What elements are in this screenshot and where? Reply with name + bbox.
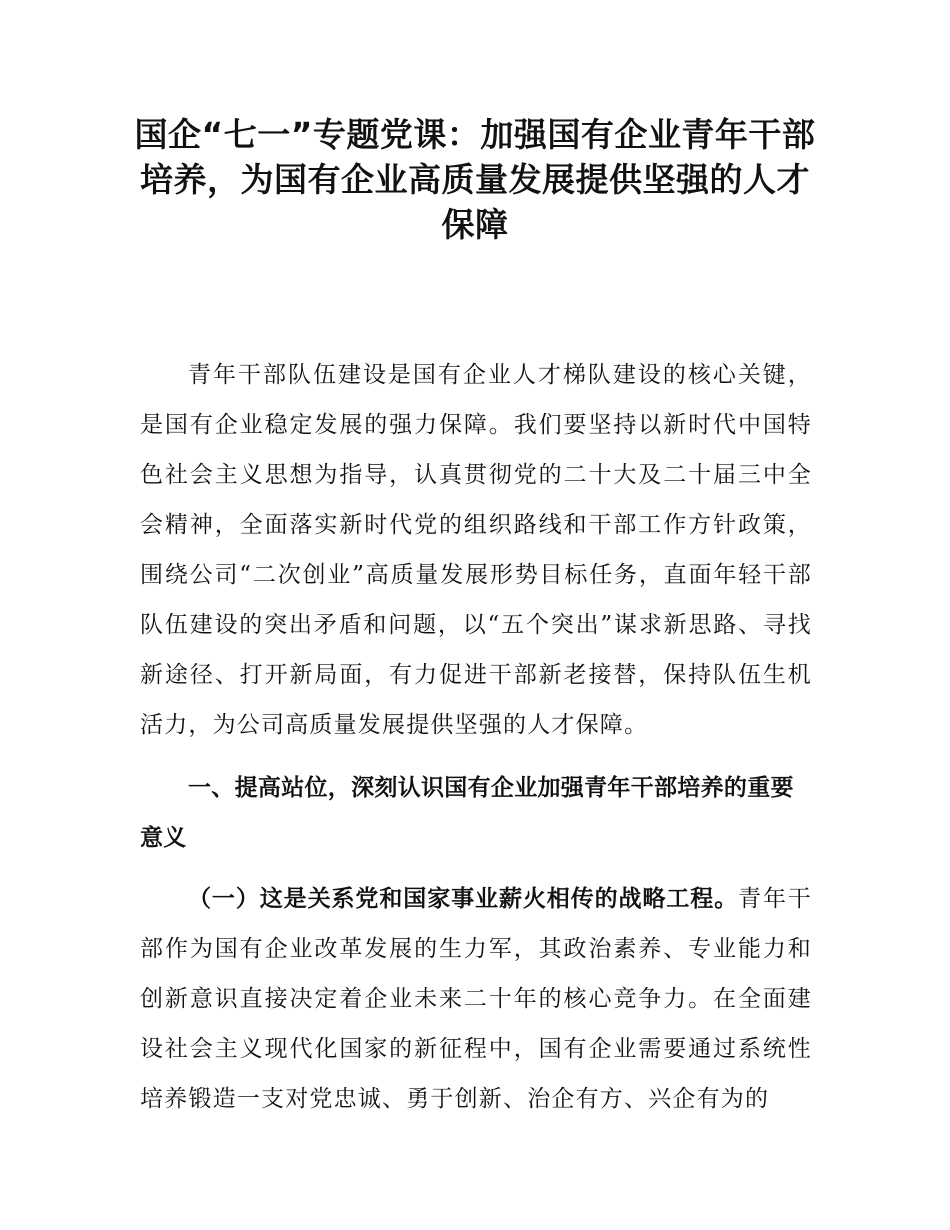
subsection-lead-1: （一）这是关系党和国家事业薪火相传的战略工程。 bbox=[188, 886, 739, 912]
document-title: 国企“七一”专题党课：加强国有企业青年干部培养，为国有企业高质量发展提供坚强的人才保障 bbox=[134, 115, 816, 244]
subsection-paragraph-1 bbox=[140, 874, 812, 1124]
section-heading-1: 一、提高站位，深刻认识国有企业加强青年干部培养的重要意义 bbox=[140, 775, 794, 851]
intro-paragraph: 青年干部队伍建设是国有企业人才梯队建设的核心关键，是国有企业稳定发展的强力保障。我们要坚持以新时代中国特色社会主义思想为指导，认真贯彻党的二十大及二十届三中全会精神，全面落实新时代党的组织路线和干部工作方针政策，围绕公司“二次创业”高质量发展形势目标任务，直面年轻干部队伍建设的突出矛盾和问题，以“五个突出”谋求新思路、寻找新途径、打开新局面，有力促进干部新老接替，保持队伍生机活力，为公司高质量发展提供坚强的人才保障。 bbox=[140, 362, 812, 738]
subsection-body-1: 青年干部作为国有企业改革发展的生力军，其政治素养、专业能力和创新意识直接决定着企业未来二十年的核心竞争力。在全面建设社会主义现代化国家的新征程中，国有企业需要通过系统性培养锻造一支对党忠诚、勇于创新、治企有方、兴企有为的 bbox=[140, 886, 812, 1112]
